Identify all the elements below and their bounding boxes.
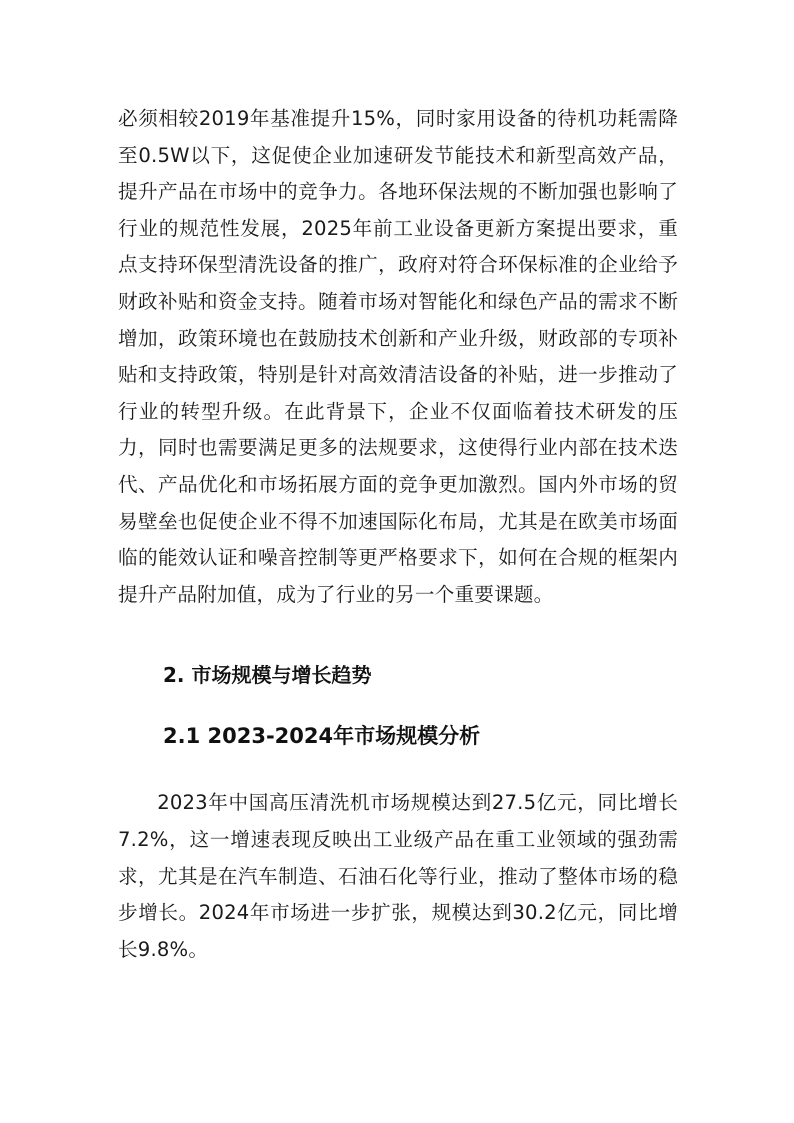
- section-heading: 2. 市场规模与增长趋势: [163, 663, 372, 688]
- intro-paragraph: 必须相较2019年基准提升15%，同时家用设备的待机功耗需降至0.5W以下，这促使企业加速研发节能技术和新型高效产品，提升产品在市场中的竞争力。各地环保法规的不断加强也影响了行业的规范性发展，2025年前工业设备更新方案提出要求，重点支持环保型清洗设备的推广，政府对符合环保标准的企业给予财政补贴和资金支持。随着市场对智能化和绿色产品的需求不断增加，政策环境也在鼓励技术创新和产业升级，财政部的专项补贴和支持政策，特别是针对高效清洁设备的补贴，进一步推动了行业的转型升级。在此背景下，企业不仅面临着技术研发的压力，同时也需要满足更多的法规要求，这使得行业内部在技术迭代、产品优化和市场拓展方面的竞争更加激烈。国内外市场的贸易壁垒也促使企业不得不加速国际化布局，尤其是在欧美市场面临的能效认证和噪音控制等更严格要求下，如何在合规的框架内提升产品附加值，成为了行业的另一个重要课题。: [118, 107, 678, 606]
- subsection-heading: 2.1 2023-2024年市场规模分析: [163, 724, 481, 749]
- body-paragraph: 2023年中国高压清洗机市场规模达到27.5亿元，同比增长7.2%，这一增速表现反映出工业级产品在重工业领域的强劲需求，尤其是在汽车制造、石油石化等行业，推动了整体市场的稳步增长。2024年市场进一步扩张，规模达到30.2亿元，同比增长9.8%。: [118, 791, 678, 961]
- page-content: [118, 101, 678, 968]
